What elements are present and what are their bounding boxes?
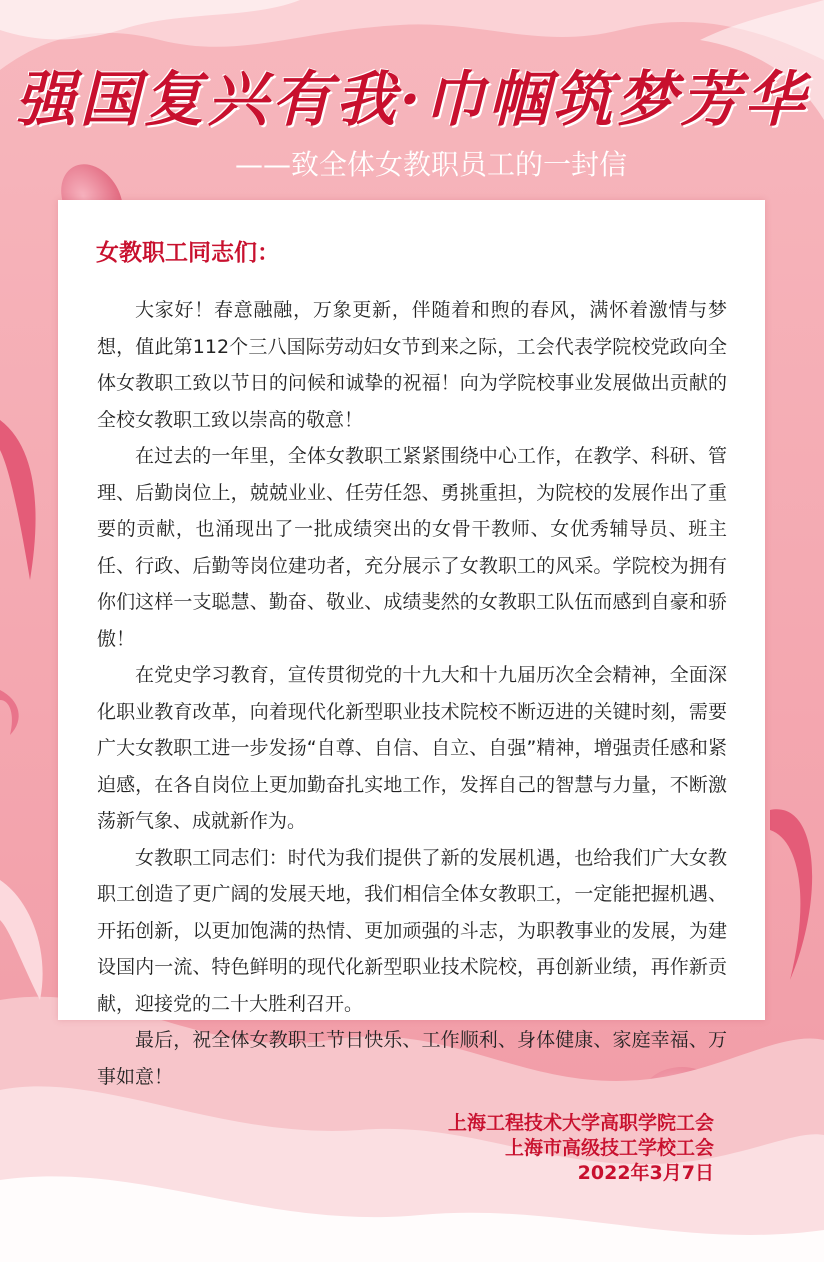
letter-paragraph: 在过去的一年里，全体女教职工紧紧围绕中心工作，在教学、科研、管理、后勤岗位上，兢兢业业、任劳任怨、勇挑重担，为院校的发展作出了重要的贡献，也涌现出了一批成绩突出的女骨干教师、女优秀辅导员、班主任、行政、后勤等岗位建功者，充分展示了女教职工的风采。学院校为拥有你们这样一支聪慧、勤奋、敬业、成绩斐然的女教职工队伍而感到自豪和骄傲！ xyxy=(97,445,727,650)
page-subtitle: ——致全体女教职员工的一封信 xyxy=(235,148,628,181)
signature-org-1: 上海工程技术大学高职学院工会 xyxy=(447,1112,714,1134)
signature-date: 2022年3月7日 xyxy=(577,1162,714,1184)
letter-greeting: 女教职工同志们： xyxy=(96,240,280,266)
letter-body xyxy=(97,292,727,1095)
letter-paragraph: 女教职工同志们：时代为我们提供了新的发展机遇，也给我们广大女教职工创造了更广阔的发展天地，我们相信全体女教职工，一定能把握机遇、开拓创新，以更加饱满的热情、更加顽强的斗志，为职教事业的发展，为建设国内一流、特色鲜明的现代化新型职业技术院校，再创新业绩，再作新贡献，迎接党的二十大胜利召开。 xyxy=(97,846,727,1015)
letter-signature xyxy=(448,1111,714,1186)
page-title: 强国复兴有我·巾帼筑梦芳华 xyxy=(15,65,809,135)
letter-paragraph: 在党史学习教育，宣传贯彻党的十九大和十九届历次全会精神，全面深化职业教育改革，向着现代化新型职业技术院校不断迈进的关键时刻，需要广大女教职工进一步发扬“自尊、自信、自立、自强”精神，增强责任感和紧迫感，在各自岗位上更加勤奋扎实地工作，发挥自己的智慧与力量，不断激荡新气象、成就新作为。 xyxy=(97,664,727,832)
letter-paragraph: 大家好！春意融融，万象更新，伴随着和煦的春风，满怀着激情与梦想，值此第112个三八国际劳动妇女节到来之际，工会代表学院校党政向全体女教职工致以节日的问候和诚挚的祝福！向为学院校事业发展做出贡献的全校女教职工致以崇高的敬意！ xyxy=(97,299,727,431)
letter-paragraph: 最后，祝全体女教职工节日快乐、工作顺利、身体健康、家庭幸福、万事如意！ xyxy=(97,1029,727,1088)
signature-org-2: 上海市高级技工学校工会 xyxy=(504,1137,714,1159)
